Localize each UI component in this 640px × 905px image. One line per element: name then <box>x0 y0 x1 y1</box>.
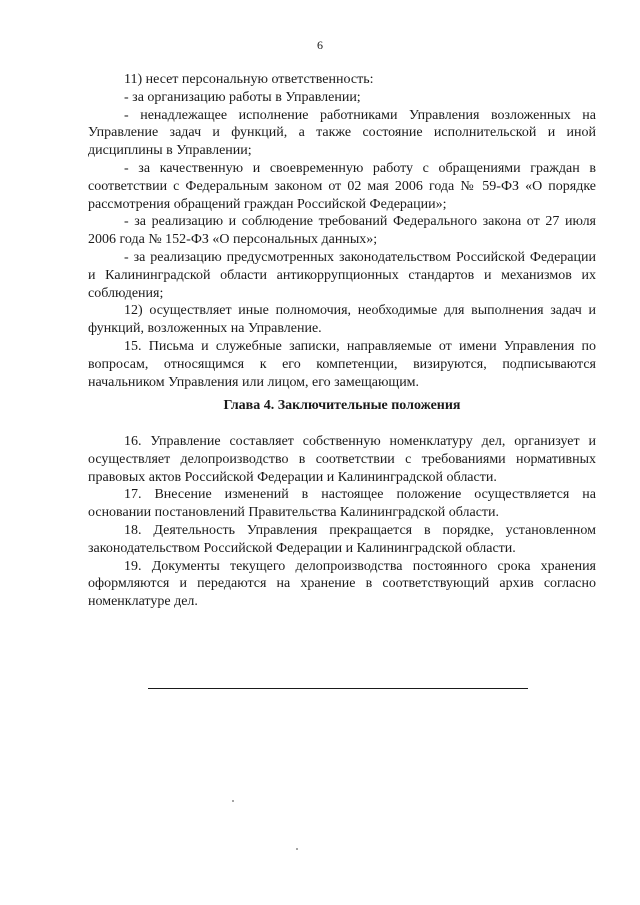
closing-rule <box>148 688 528 689</box>
paragraph-responsibility-personal-data: - за реализацию и соблюдение требований Федерального закона от 27 июля 2006 года № 152-ФЗ «О персональных данных»; <box>88 214 596 248</box>
chapter-title: Глава 4. Заключительные положения <box>223 398 461 413</box>
paragraph-16: 16. Управление составляет собственную номенклатуру дел, организует и осуществляет делопроизводство в соответствии с требованиями нормативных правовых актов Российской Федерации и Калининградской области. <box>88 434 596 485</box>
paragraph-item-11: 11) несет персональную ответственность: <box>124 72 374 87</box>
paragraph-19: 19. Документы текущего делопроизводства постоянного срока хранения оформляются и передаются на хранение в соответствующий архив согласно номенклатуре дел. <box>88 558 596 610</box>
paragraph-item-12: 12) осуществляет иные полномочия, необходимые для выполнения задач и функций, возложенных на Управление. <box>88 303 596 337</box>
page-number: 6 <box>317 38 323 52</box>
scan-speck <box>232 800 234 802</box>
paragraph-responsibility-duties: - ненадлежащее исполнение работниками Управления возложенных на Управление задач и функций, а также состояние исполнительской и иной дисциплины в Управлении; <box>88 107 596 159</box>
chapter-body <box>88 433 596 611</box>
section-continued <box>88 71 596 391</box>
paragraph-17: 17. Внесение изменений в настоящее положение осуществляется на основании постановлений Правительства Калининградской области. <box>88 487 596 521</box>
paragraph-responsibility-anticorruption: - за реализацию предусмотренных законодательством Российской Федерации и Калининградской области антикоррупционных стандартов и механизмов их соблюдения; <box>88 249 596 301</box>
paragraph-15: 15. Письма и служебные записки, направляемые от имени Управления по вопросам, относящимся к его компетенции, визируются, подписываются начальником Управления или лицом, его замещающим. <box>88 338 596 390</box>
scan-speck <box>296 848 298 850</box>
paragraph-18: 18. Деятельность Управления прекращается в порядке, установленном законодательством Российской Федерации и Калининградской области. <box>88 522 596 556</box>
paragraph-responsibility-citizen-appeals: - за качественную и своевременную работу с обращениями граждан в соответствии с Федеральным законом от 02 мая 2006 года № 59-ФЗ «О порядке рассмотрения обращений граждан Российской Федерации»; <box>88 160 596 212</box>
paragraph-responsibility-organization: - за организацию работы в Управлении; <box>124 89 361 105</box>
